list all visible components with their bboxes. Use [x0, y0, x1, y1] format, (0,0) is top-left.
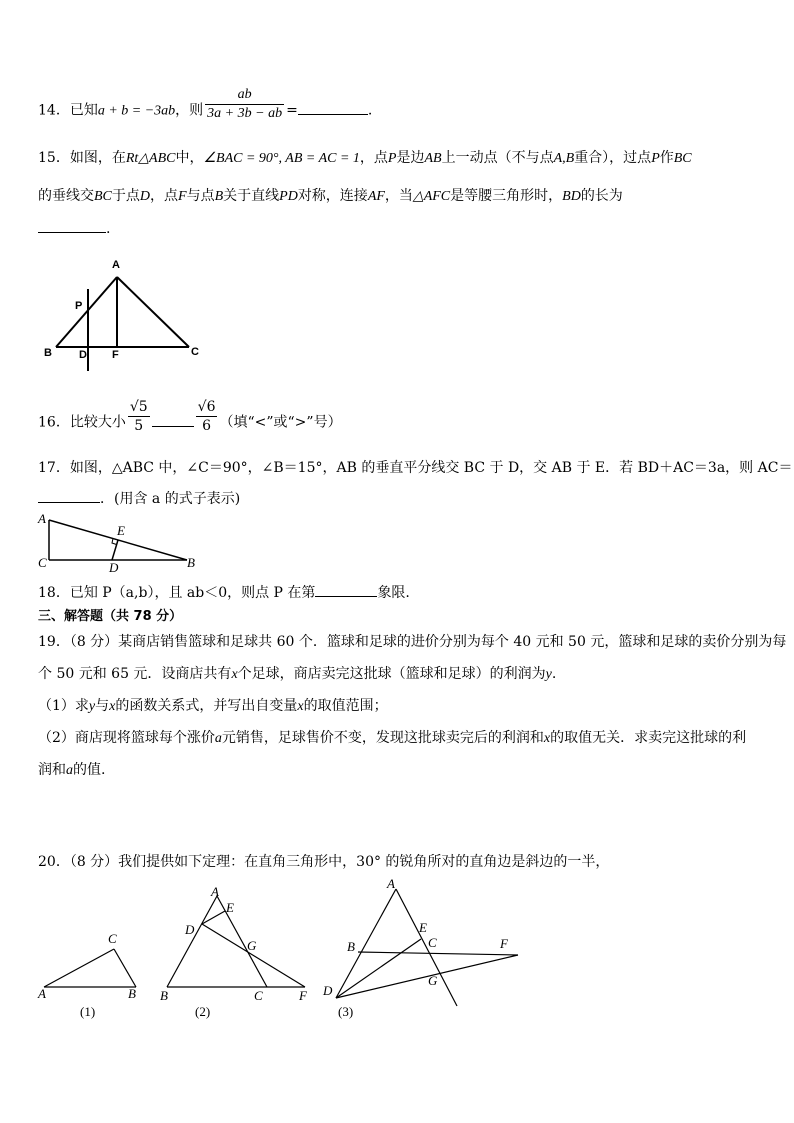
q20-fig2-label-B: B	[160, 988, 168, 1003]
question-15-line-2	[38, 186, 623, 207]
q16-fraction-1	[128, 398, 150, 435]
question-17-line-2	[38, 488, 240, 509]
q17-answer-blank	[38, 488, 100, 503]
q20-figure-3	[320, 876, 525, 1026]
q20-fig2-label-G: G	[247, 938, 257, 953]
q19-text: （1）求	[38, 698, 89, 714]
q19-text: .	[551, 666, 557, 682]
q16-frac2-numerator: √6	[197, 399, 216, 415]
q16-frac1-denominator: 5	[134, 418, 144, 434]
q15-condition: ∠BAC = 90°, AB = AC = 1	[203, 151, 360, 166]
q20-figure-2	[155, 882, 320, 1027]
q20-fig1-label-C: C	[108, 931, 117, 946]
q20-fig1-label-A: A	[38, 986, 46, 1001]
q17-label-C: C	[38, 555, 47, 570]
q14-text-1: 已知	[69, 102, 98, 119]
q15-text: 于点	[111, 188, 140, 204]
question-18	[38, 582, 410, 603]
question-17-line-1	[38, 458, 792, 478]
q15-text: 的垂线交	[38, 188, 94, 204]
q15-text: 的长为	[580, 188, 623, 204]
q15-var: D	[139, 189, 151, 204]
q19-var: a	[66, 763, 73, 778]
q18-text: 象限.	[377, 585, 410, 601]
q19-text: 的取值无关．求卖完这批球的利	[550, 730, 747, 746]
q14-frac-denominator: 3a + 3b − ab	[207, 106, 283, 121]
q19-var: x	[543, 731, 551, 746]
q19-var: y	[545, 667, 552, 682]
q16-hint: （填“<”或“>”号）	[219, 414, 342, 431]
q15-text: 重合），过点	[574, 150, 652, 166]
q20-fig1-caption: (1)	[80, 1004, 96, 1019]
q15-end: .	[106, 221, 111, 237]
q14-equals: =	[286, 102, 298, 119]
q20-fig3-label-B: B	[347, 939, 355, 954]
q20-fig1-label-B: B	[128, 986, 136, 1001]
q15-var: F	[178, 189, 187, 204]
q15-text: 中，	[175, 150, 204, 166]
q15-figure	[40, 255, 210, 375]
q15-text: 与点	[186, 188, 215, 204]
q20-fig3-label-C: C	[428, 935, 437, 950]
q17-text: 17．如图，△ABC 中，∠C＝90°，∠B＝15°，AB 的垂直平分线交 BC 于 D，交 AB 于 E．若 BD＋AC＝3a，则 AC＝	[38, 460, 793, 476]
q17-label-E: E	[117, 523, 125, 538]
q15-text: 是边	[396, 150, 425, 166]
q20-fig2-label-E: E	[226, 900, 234, 915]
question-15-line-3	[38, 218, 110, 239]
q19-text: 的取值范围；	[303, 698, 388, 714]
q19-text: 的值.	[73, 762, 106, 778]
q19-var: x	[297, 699, 304, 714]
q20-fig3-label-F: F	[500, 936, 508, 951]
q20-text: 20．（8 分）我们提供如下定理：在直角三角形中，30° 的锐角所对的直角边是斜边的一半，	[38, 854, 610, 870]
q17-label-D: D	[109, 560, 119, 575]
q17-label-B: B	[187, 555, 195, 570]
question-19-part-1	[38, 696, 388, 717]
q19-text: 19．（8 分）某商店销售篮球和足球共 60 个．篮球和足球的进价分别为每个 40 元和 50 元，篮球和足球的卖价分别为每	[38, 634, 787, 650]
q15-text: 15．如图，在	[38, 150, 126, 166]
q14-fraction	[205, 86, 284, 123]
q15-var: AB	[424, 151, 442, 166]
q17-text: ．(用含 a 的式子表示)	[100, 491, 241, 507]
q15-text: ，点	[150, 188, 179, 204]
q16-frac1-numerator: √5	[129, 399, 148, 415]
q15-label-D: D	[79, 349, 87, 361]
q20-fig2-label-F: F	[299, 988, 307, 1003]
q14-end: .	[367, 102, 373, 119]
q19-var: y	[88, 699, 96, 714]
q18-text: 18．已知 P（a,b），且 ab＜0，则点 P 在第	[38, 585, 316, 601]
q15-text: 作	[659, 150, 674, 166]
q19-text: （2）商店现将篮球每个涨价	[38, 730, 215, 746]
q20-figure-1	[36, 930, 146, 1025]
q15-var: △AFC	[412, 189, 451, 204]
q19-text: 元销售，足球售价不变，发现这批球卖完后的利润和	[221, 730, 544, 746]
q20-fig2-caption: (2)	[195, 1004, 211, 1019]
q19-var: x	[109, 699, 116, 714]
q15-triangle-diagram	[40, 255, 210, 375]
q16-text: 16．比较大小	[38, 414, 126, 431]
q15-text: ，点	[359, 150, 388, 166]
q20-fig3-caption: (3)	[338, 1004, 354, 1019]
question-19-part-2-cont	[38, 760, 105, 781]
question-19-part-2	[38, 728, 746, 749]
q15-var: BD	[562, 189, 581, 204]
question-15-line-1	[38, 148, 692, 169]
q20-fig2-label-D: D	[185, 922, 195, 937]
q15-var: BC	[673, 151, 692, 166]
q14-text-2: ，则	[175, 102, 204, 119]
q17-figure	[35, 510, 205, 574]
q19-text: 润和	[38, 762, 66, 778]
q15-text: 是等腰三角形时，	[450, 188, 563, 204]
q20-fig3-label-G: G	[428, 973, 438, 988]
q16-fraction-2	[196, 398, 218, 435]
q14-answer-blank	[298, 100, 368, 115]
q15-var: PD	[279, 189, 298, 204]
q14-frac-numerator: ab	[205, 86, 284, 105]
q15-label-B: B	[44, 347, 52, 359]
question-14	[38, 87, 373, 123]
q15-label-C: C	[191, 346, 199, 358]
q18-answer-blank	[315, 582, 377, 597]
q19-var: x	[231, 667, 238, 682]
q15-text: 关于直线	[223, 188, 280, 204]
q17-label-A: A	[38, 511, 46, 526]
question-20	[38, 852, 609, 872]
q15-rt: Rt△ABC	[125, 151, 176, 166]
q20-fig2-diagram	[155, 882, 320, 1000]
q15-var: P	[387, 151, 397, 166]
q15-var: A,B	[553, 151, 575, 166]
q15-var: B	[214, 189, 224, 204]
q20-fig3-label-A: A	[387, 876, 395, 891]
q15-text: ，当	[384, 188, 413, 204]
q19-text: 的函数关系式，并写出自变量	[115, 698, 298, 714]
question-19-line-2	[38, 664, 556, 685]
q19-text: 与	[95, 698, 110, 714]
q20-fig2-label-A: A	[211, 884, 219, 899]
q19-text: 个 50 元和 65 元．设商店共有	[38, 666, 232, 682]
q19-text: 个足球，商店卖完这批球（篮球和足球）的利润为	[237, 666, 546, 682]
q15-text: 对称，连接	[297, 188, 368, 204]
q16-answer-blank	[152, 412, 194, 427]
q20-fig3-label-E: E	[419, 920, 427, 935]
q15-text: 上一动点（不与点	[441, 150, 554, 166]
q14-condition: a + b = −3ab	[97, 103, 176, 119]
q15-var: AF	[367, 189, 385, 204]
q15-var: BC	[94, 189, 112, 204]
q15-label-P: P	[75, 300, 83, 312]
q19-var: a	[214, 731, 222, 746]
q15-label-A: A	[112, 259, 120, 271]
q15-label-F: F	[112, 349, 119, 361]
question-19-line-1	[38, 632, 786, 652]
q20-fig3-label-D: D	[323, 983, 333, 998]
question-16	[38, 399, 342, 435]
section-heading-3: 三、解答题（共 78 分）	[38, 609, 183, 624]
q17-triangle-diagram	[35, 510, 205, 574]
q20-fig2-label-C: C	[254, 988, 263, 1003]
q16-frac2-denominator: 6	[202, 418, 212, 434]
q15-answer-blank	[38, 218, 106, 233]
q15-var: P	[651, 151, 660, 166]
q14-number: 14．	[38, 102, 70, 119]
